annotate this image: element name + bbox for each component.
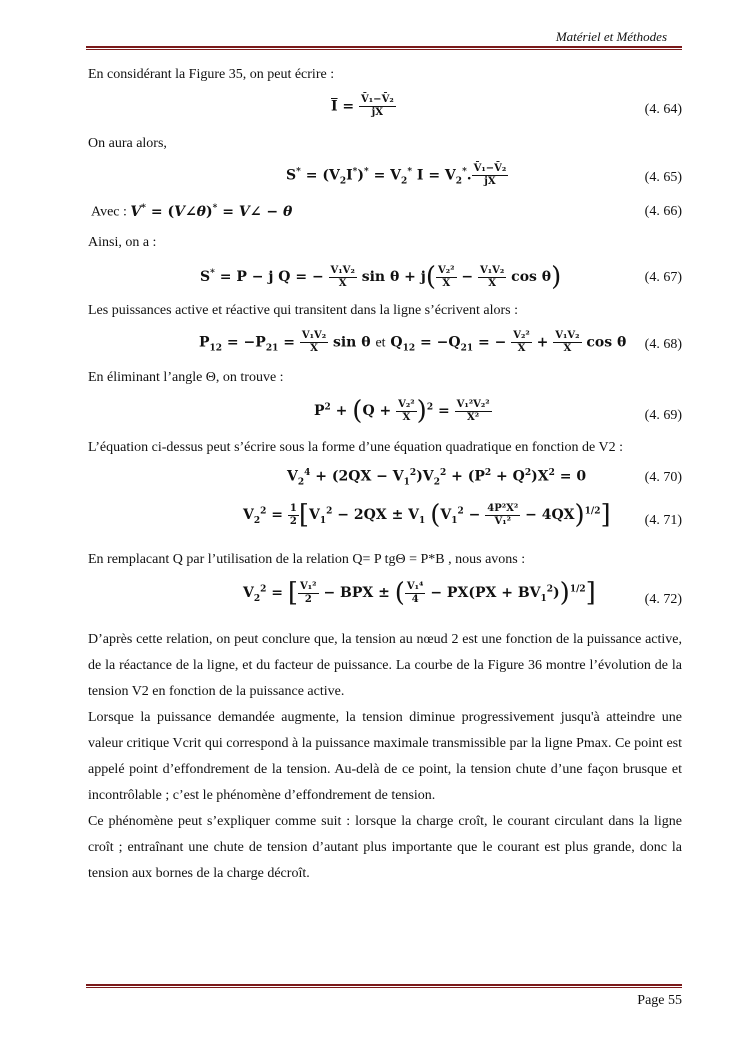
equation-number: (4. 66) (644, 204, 682, 219)
paragraph-phenomene: Ce phénomène peut s’expliquer comme suit : lorsque la charge croît, le courant circulant dans la ligne croît ; entraînant une chute de tension d’autant plus importante que le courant est plus grande, donc la tension aux bornes de la charge décroît. (88, 814, 682, 881)
equation-number: (4. 65) (644, 170, 682, 185)
equation-4-72: $V_2^2$ = [ $\frac{\text{V₁²}}{2}$ − BPX ± ( $\frac{\text{V₁⁴}}{4}$ − $PX(PX + BV_1^2))^{1/2}$] (243, 578, 596, 608)
footer-rule-thin (86, 987, 682, 988)
paragraph-puissances: Les puissances active et réactive qui transitent dans la ligne s’écrivent alors : (88, 303, 518, 318)
paragraph-eliminant: En éliminant l’angle Θ, on trouve : (88, 370, 284, 385)
page-number: Page 55 (637, 993, 682, 1008)
equation-4-70: $V_2^4 + (2QX - V_1^2)V_2^2 + (P^2 + Q^2)X^2 = 0$ (287, 468, 587, 488)
equation-4-68: $P_{12} = -P_{21}$ = $\frac{\text{V₁V₂}}{X}$ sin θ et $Q_{12} = -Q_{21}$ = − $\frac{\text{V₂²}}{X}$ + $\frac{\text{V₁V₂}}{X}$ cos θ (199, 330, 627, 354)
equation-4-64: $\overline{I}$ = $\frac{\text{V̄₁−V̄₂}}{jX}$ (331, 94, 394, 118)
paragraph-critique: Lorsque la puissance demandée augmente, la tension diminue progressivement jusqu'à atteindre une valeur critique Vcrit qui correspond à la puissance maximale transmissible par la ligne Pmax. Ce point est appelé point d’effondrement de la tension. Au-delà de ce point, la tension chute d’une façon brusque et incontrôlable ; c’est le phénomène d’effondrement de tension. (88, 710, 682, 803)
header-rule-thin (86, 49, 682, 50)
avec-label: Avec : (91, 204, 127, 220)
et-label: et (375, 335, 386, 351)
paragraph-intro: En considérant la Figure 35, on peut écrire : (88, 67, 335, 82)
equation-number: (4. 72) (644, 592, 682, 607)
equation-number: (4. 70) (644, 470, 682, 485)
equation-4-69: $P^2 + (Q$ + $\frac{\text{V₂²}}{X}$ )$^2$ = $\frac{\text{V₁²V₂²}}{\text{X²}}$ (314, 396, 490, 426)
paragraph-alors: On aura alors, (88, 136, 167, 151)
equation-4-67: S* = P − j Q = − $\frac{\text{V₁V₂}}{X}$ sin θ + j( $\frac{\text{V₂²}}{X}$ − $\frac{\text{V₁V₂}}{X}$ cos θ) (200, 262, 562, 292)
footer-rule (86, 984, 682, 986)
paragraph-remplacant: En remplacant Q par l’utilisation de la relation Q= P tgΘ = P*B , nous avons : (88, 552, 526, 567)
header-title: Matériel et Méthodes (555, 29, 667, 44)
equation-number: (4. 68) (644, 337, 682, 352)
equation-4-66: Avec : V* = (V∠θ)* = V∠ − θ (91, 203, 293, 220)
paragraph-quadratique: L’équation ci-dessus peut s’écrire sous la forme d’une équation quadratique en fonction de V2 : (88, 440, 623, 455)
paragraph-ainsi: Ainsi, on a : (88, 235, 157, 250)
equation-number: (4. 67) (644, 270, 682, 285)
equation-number: (4. 71) (644, 513, 682, 528)
header-rule (86, 46, 682, 48)
paragraph-conclusion: D’après cette relation, on peut conclure que, la tension au nœud 2 est une fonction de la puissance active, de la réactance de la ligne, et du facteur de puissance. La courbe de la Figure 36 montre l’évolution de la tension V2 en fonction de la puissance active. (88, 632, 682, 699)
equation-number: (4. 69) (644, 408, 682, 423)
equation-number: (4. 64) (644, 102, 682, 117)
equation-4-65: $S^* = (V_2I^*)^* = V_2^*$ $I = V_2^*$. $\frac{\text{V̄₁−V̄₂}}{jX}$ (286, 163, 507, 187)
equation-4-71: $V_2^2$ = $\frac{1}{2}$ [$V_1^2 - 2QX \pm V_1$ ($V_1^2$ − $\frac{\text{4P²X²}}{\text{V₁²}}$ − 4QX)$^{1/2}$] (243, 500, 611, 530)
